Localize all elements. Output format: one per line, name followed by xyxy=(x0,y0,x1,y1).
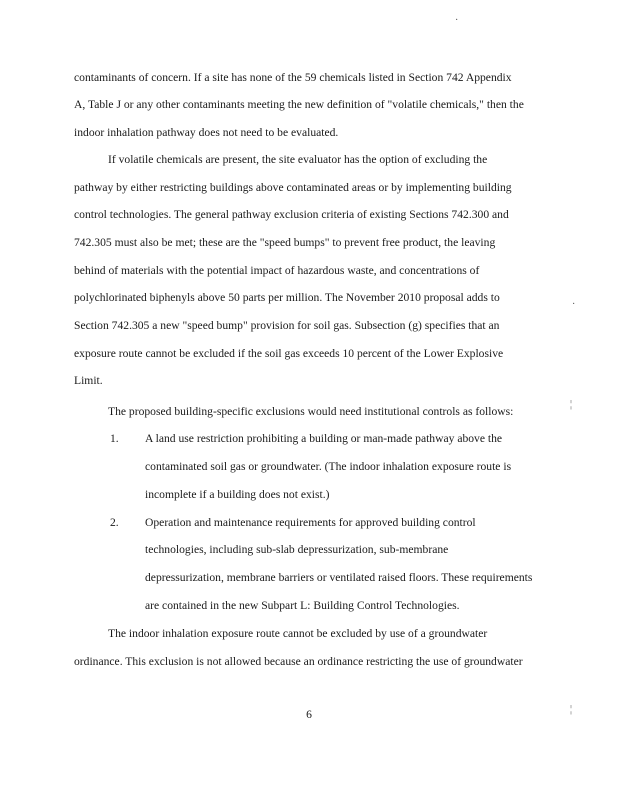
list-item-text: depressurization, membrane barriers or ventilated raised floors. These requirements xyxy=(145,571,533,584)
body-text-line: Section 742.305 a new "speed bump" provision for soil gas. Subsection (g) specifies that an xyxy=(74,319,500,332)
body-text-line: control technologies. The general pathway exclusion criteria of existing Sections 742.300 and xyxy=(74,208,509,221)
list-item-text: contaminated soil gas or groundwater. (The indoor inhalation exposure route is xyxy=(145,460,512,473)
page-number: 6 xyxy=(306,708,312,721)
list-item-text: are contained in the new Subpart L: Building Control Technologies. xyxy=(145,599,460,612)
body-text-line: A, Table J or any other contaminants meeting the new definition of "volatile chemicals," then the xyxy=(74,98,524,111)
body-text-line: polychlorinated biphenyls above 50 parts per million. The November 2010 proposal adds to xyxy=(74,291,500,304)
body-text-line: indoor inhalation pathway does not need to be evaluated. xyxy=(74,126,339,139)
scan-mark: ¦ xyxy=(570,399,573,410)
body-text-line: 742.305 must also be met; these are the "speed bumps" to prevent free product, the leaving xyxy=(74,236,496,249)
body-text-line: exposure route cannot be excluded if the soil gas exceeds 10 percent of the Lower Explosive xyxy=(74,347,504,360)
scan-mark: · xyxy=(572,299,576,310)
list-item-text: A land use restriction prohibiting a building or man-made pathway above the xyxy=(145,432,503,445)
list-item-number: 1. xyxy=(110,432,119,445)
body-text-line: pathway by either restricting buildings above contaminated areas or by implementing building xyxy=(74,181,512,194)
body-text-line: Limit. xyxy=(74,374,103,387)
list-item-number: 2. xyxy=(110,516,119,529)
body-text-line: behind of materials with the potential impact of hazardous waste, and concentrations of xyxy=(74,264,480,277)
list-item-text: incomplete if a building does not exist.) xyxy=(145,488,330,501)
body-text-line: contaminants of concern. If a site has none of the 59 chemicals listed in Section 742 Appendix xyxy=(74,71,512,84)
body-text-line: The proposed building-specific exclusions would need institutional controls as follows: xyxy=(108,405,514,418)
list-item-text: Operation and maintenance requirements for approved building control xyxy=(145,516,476,529)
body-text-line: ordinance. This exclusion is not allowed because an ordinance restricting the use of groundwater xyxy=(74,655,523,668)
body-text-line: The indoor inhalation exposure route cannot be excluded by use of a groundwater xyxy=(108,627,488,640)
body-text-line: If volatile chemicals are present, the site evaluator has the option of excluding the xyxy=(108,153,488,166)
list-item-text: technologies, including sub-slab depressurization, sub-membrane xyxy=(145,543,449,556)
scan-mark: · xyxy=(455,15,459,26)
scan-mark: ¦ xyxy=(570,704,573,715)
